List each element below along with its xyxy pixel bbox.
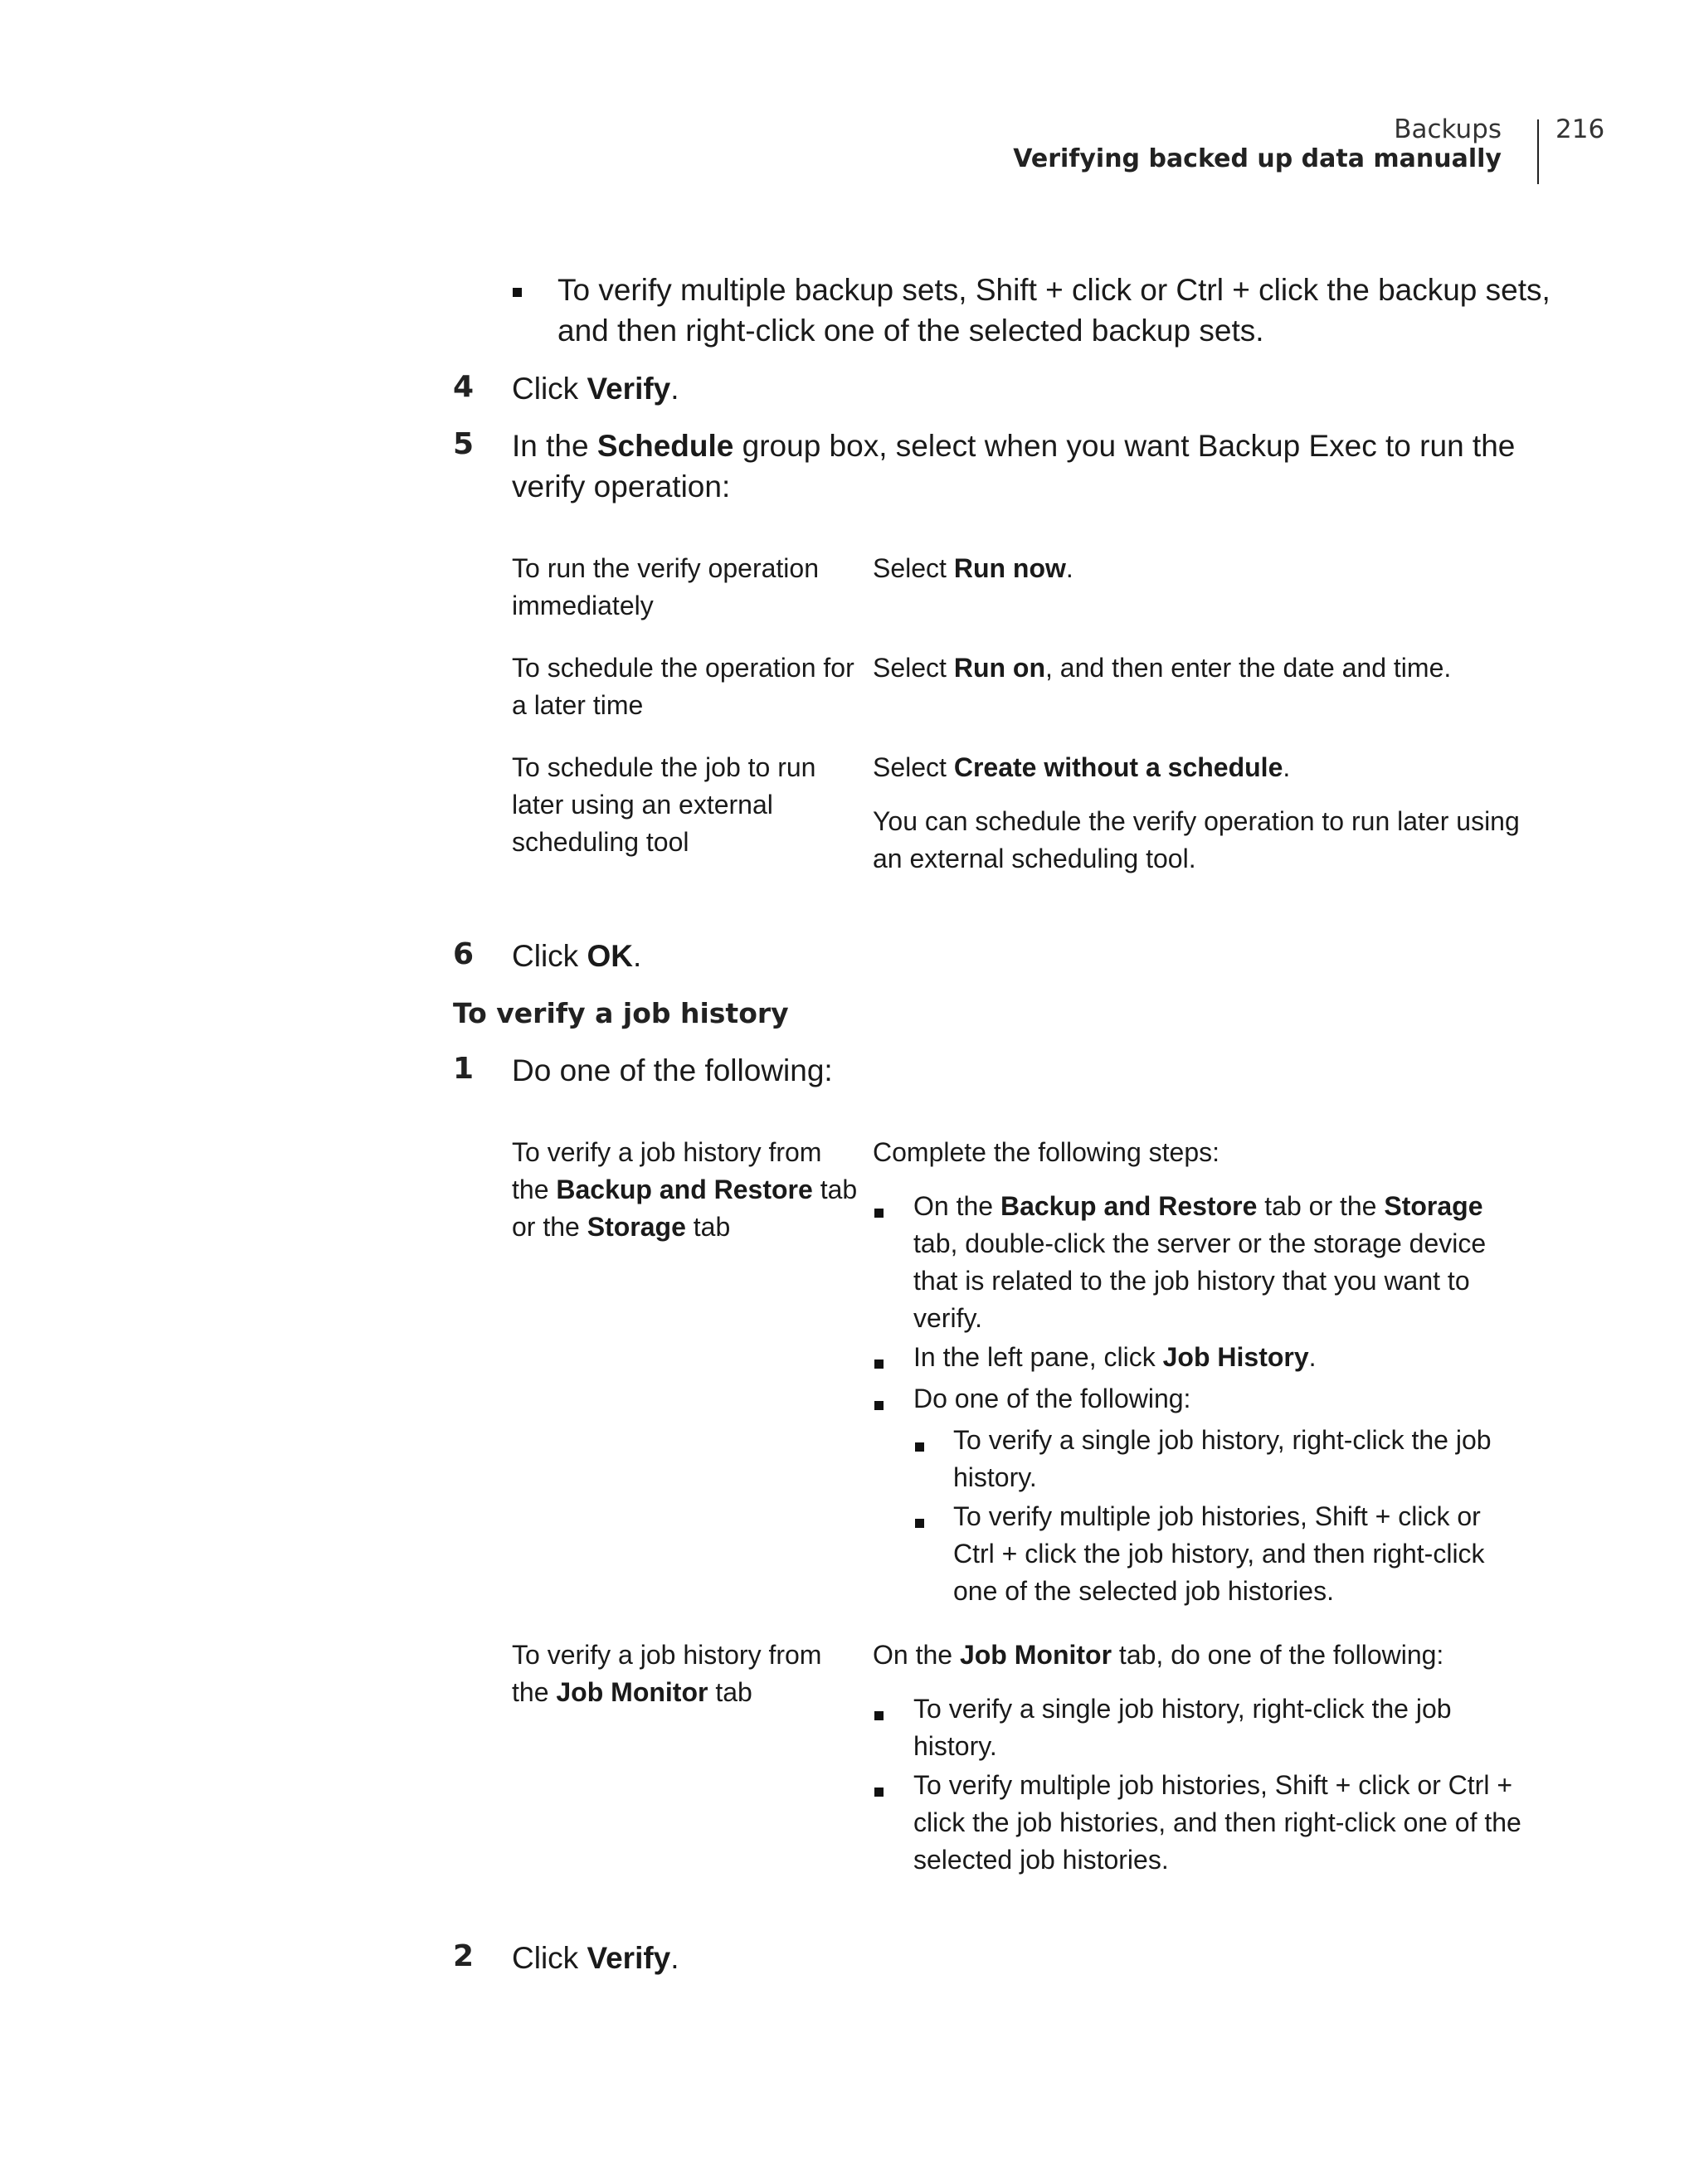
cell-bold: Run now (953, 553, 1066, 583)
history-row2-bullet1 (913, 1690, 1452, 1765)
cell-line: click the job histories, and then right-click one of the (913, 1807, 1521, 1837)
step4-text (512, 368, 679, 409)
step6-text (512, 936, 641, 976)
history-row1-intro: Complete the following steps: (873, 1137, 1219, 1167)
step6-bold: OK (587, 939, 633, 973)
cell-bold: Create without a schedule (953, 752, 1283, 782)
cell-line: To verify a single job history, right-click the job (913, 1694, 1452, 1724)
cell-pre: the (512, 1677, 557, 1707)
schedule-row2-right (873, 649, 1451, 687)
cell-line (512, 1171, 857, 1209)
step-number: 6 (453, 937, 475, 971)
cell-pre: On the (873, 1640, 960, 1670)
cell-post: tab, do one of the following: (1112, 1640, 1444, 1670)
cell-bold: Job Monitor (959, 1640, 1112, 1670)
cell-line: that is related to the job history that you want to (913, 1266, 1470, 1296)
bullet-icon (874, 1360, 884, 1369)
page-number: 216 (1555, 114, 1605, 144)
step4-bold: Verify (587, 372, 671, 406)
history-row2-left (512, 1637, 821, 1711)
history-row1-sub-bullet2 (953, 1498, 1485, 1610)
step6-post: . (632, 939, 642, 973)
schedule-row3-note (873, 803, 1520, 878)
step5-bold: Schedule (596, 429, 734, 463)
schedule-row1-left (512, 550, 819, 625)
schedule-row3-right (873, 749, 1290, 786)
cell-line: tab, double-click the server or the storage device (913, 1228, 1487, 1258)
history-row1-left (512, 1134, 857, 1246)
schedule-row3-left (512, 749, 815, 861)
step5-pre: In the (512, 429, 597, 463)
step2-post: . (670, 1941, 679, 1975)
cell-pre: Select (873, 553, 954, 583)
step2-text (512, 1938, 679, 1978)
cell-mid: tab or the (1257, 1191, 1385, 1221)
history-row1-sub-bullet1 (953, 1422, 1492, 1496)
cell-line: an external scheduling tool. (873, 844, 1196, 873)
cell-line: To verify a job history from (512, 1640, 822, 1670)
cell-bold: Backup and Restore (556, 1175, 813, 1204)
step5-line2: verify operation: (512, 469, 731, 503)
cell-post: . (1065, 553, 1073, 583)
cell-line: To verify a job history from (512, 1137, 822, 1167)
cell-pre: Select (873, 752, 954, 782)
history-row1-bullet1 (913, 1188, 1486, 1337)
intro-bullet-line1: To verify multiple backup sets, Shift + click or Ctrl + click the backup sets, (557, 273, 1551, 307)
cell-line: To schedule the job to run (512, 752, 816, 782)
history-row1-bullet3: Do one of the following: (913, 1384, 1191, 1413)
cell-pre: the (512, 1175, 557, 1204)
cell-bold: Job History (1162, 1342, 1309, 1372)
cell-pre: On the (913, 1191, 1000, 1221)
cell-line: history. (913, 1731, 997, 1761)
cell-line: later using an external (512, 790, 773, 820)
step4-post: . (670, 372, 679, 406)
cell-line: immediately (512, 591, 654, 620)
cell-line: You can schedule the verify operation to run later using (873, 806, 1520, 836)
cell-line: scheduling tool (512, 827, 689, 857)
cell-pre: In the left pane, click (913, 1342, 1163, 1372)
cell-bold: Storage (1384, 1191, 1483, 1221)
bullet-icon (874, 1788, 884, 1797)
header-title: Verifying backed up data manually (1013, 144, 1502, 173)
step1-text: Do one of the following: (512, 1053, 833, 1087)
header-section: Backups (1394, 114, 1502, 144)
cell-line: one of the selected job histories. (953, 1576, 1334, 1606)
cell-line: selected job histories. (913, 1845, 1169, 1875)
schedule-row2-left (512, 649, 854, 724)
intro-bullet-line2: and then right-click one of the selected backup sets. (557, 314, 1264, 348)
step5-post: group box, select when you want Backup Exec to run the (733, 429, 1516, 463)
cell-pre: or the (512, 1212, 587, 1242)
cell-post: tab (708, 1677, 752, 1707)
cell-post: , and then enter the date and time. (1045, 653, 1452, 683)
procedure-title: To verify a job history (453, 997, 789, 1029)
cell-line (512, 1674, 821, 1711)
bullet-icon (874, 1209, 884, 1218)
cell-line: a later time (512, 690, 644, 720)
cell-post: . (1283, 752, 1291, 782)
cell-line: To verify multiple job histories, Shift + click or Ctrl + (913, 1770, 1513, 1800)
sub-bullet-icon (915, 1442, 924, 1452)
cell-line (913, 1188, 1486, 1225)
cell-post: tab (812, 1175, 858, 1204)
bullet-icon (513, 288, 522, 297)
cell-line: Ctrl + click the job history, and then right-click (953, 1539, 1485, 1569)
step4-pre: Click (512, 372, 587, 406)
cell-bold: Job Monitor (556, 1677, 708, 1707)
cell-line (512, 1209, 857, 1246)
step6-pre: Click (512, 939, 587, 973)
step-number: 5 (453, 427, 475, 461)
header-divider (1537, 119, 1539, 184)
cell-line: To run the verify operation (512, 553, 819, 583)
cell-bold: Backup and Restore (1000, 1191, 1258, 1221)
step-number: 2 (453, 1939, 475, 1973)
history-row1-bullet2 (913, 1339, 1317, 1376)
cell-line: history. (953, 1462, 1037, 1492)
step2-pre: Click (512, 1941, 587, 1975)
bullet-icon (874, 1401, 884, 1410)
schedule-row1-right (873, 550, 1073, 587)
cell-line: To schedule the operation for (512, 653, 854, 683)
step5-line1 (512, 426, 1515, 466)
cell-line: verify. (913, 1303, 982, 1333)
step2-bold: Verify (587, 1941, 671, 1975)
history-row2-bullet2 (913, 1767, 1521, 1879)
cell-pre: Select (873, 653, 954, 683)
cell-post: . (1308, 1342, 1317, 1372)
cell-line: To verify a single job history, right-click the job (953, 1425, 1492, 1455)
cell-bold: Storage (587, 1212, 686, 1242)
sub-bullet-icon (915, 1519, 924, 1528)
bullet-icon (874, 1711, 884, 1720)
step-number: 4 (453, 370, 475, 404)
step-number: 1 (453, 1052, 475, 1086)
history-row2-intro (873, 1637, 1443, 1674)
cell-line: To verify multiple job histories, Shift + click or (953, 1501, 1481, 1531)
cell-post: tab (685, 1212, 731, 1242)
cell-bold: Run on (953, 653, 1046, 683)
